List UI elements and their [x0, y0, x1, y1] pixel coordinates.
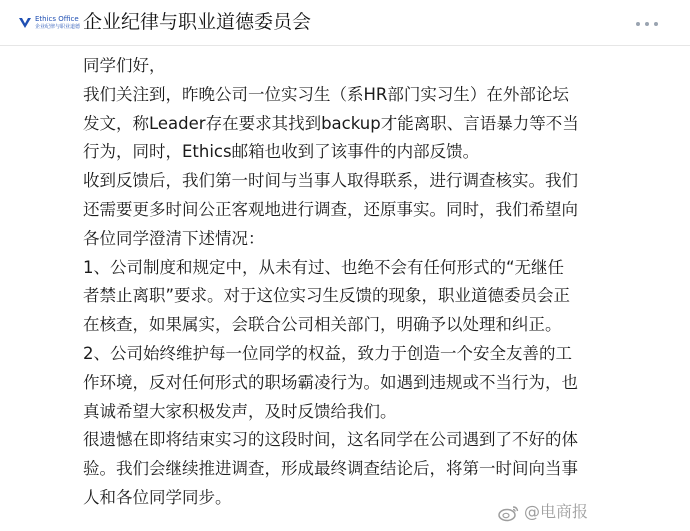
watermark: [498, 500, 588, 524]
logo-text-en: Ethics Office: [35, 15, 79, 23]
body-line: 人和各位同学同步。: [83, 487, 232, 507]
more-dots-icon[interactable]: [636, 22, 660, 28]
body-line: 发文，称Leader存在要求其找到backup才能离职、言语暴力等不当: [83, 113, 579, 133]
body-line: 2、公司始终维护每一位同学的权益，致力于创造一个安全友善的工: [83, 343, 572, 363]
logo-text-cn: 企业纪律与职业道德: [35, 24, 81, 30]
body-line: 1、公司制度和规定中，从未有过、也绝不会有任何形式的“无继任: [83, 257, 565, 277]
body-line: 在核查，如果属实，会联合公司相关部门，明确予以处理和纠正。: [83, 315, 562, 335]
watermark-text: @电商报: [524, 502, 589, 521]
body-line: 同学们好，: [83, 56, 166, 75]
body-line: 行为，同时，Ethics邮箱也收到了该事件的内部反馈。: [83, 142, 480, 162]
app-header: [0, 0, 690, 46]
body-line: 验。我们会继续推进调查，形成最终调查结论后，将第一时间向当事: [83, 459, 578, 479]
v-logo-icon: [18, 16, 32, 30]
body-line: 很遗憾在即将结束实习的这段时间，这名同学在公司遇到了不好的体: [83, 430, 578, 450]
announcement-body: [83, 52, 673, 513]
body-line: 作环境，反对任何形式的职场霸凌行为。如遇到违规或不当行为，也: [83, 372, 578, 392]
body-line: 真诚希望大家积极发声，及时反馈给我们。: [83, 401, 397, 421]
page-title: 企业纪律与职业道德委员会: [83, 11, 312, 33]
body-line: 者禁止离职”要求。对于这位实习生反馈的现象，职业道德委员会正: [83, 286, 571, 306]
ethics-office-logo: [18, 14, 81, 34]
body-line: 各位同学澄清下述情况：: [83, 228, 265, 248]
body-line: 我们关注到，昨晚公司一位实习生（系HR部门实习生）在外部论坛: [83, 84, 569, 104]
body-line: 收到反馈后，我们第一时间与当事人取得联系，进行调查核实。我们: [83, 171, 578, 191]
body-line: 还需要更多时间公正客观地进行调查，还原事实。同时，我们希望向: [83, 199, 578, 219]
weibo-icon: [498, 504, 520, 522]
